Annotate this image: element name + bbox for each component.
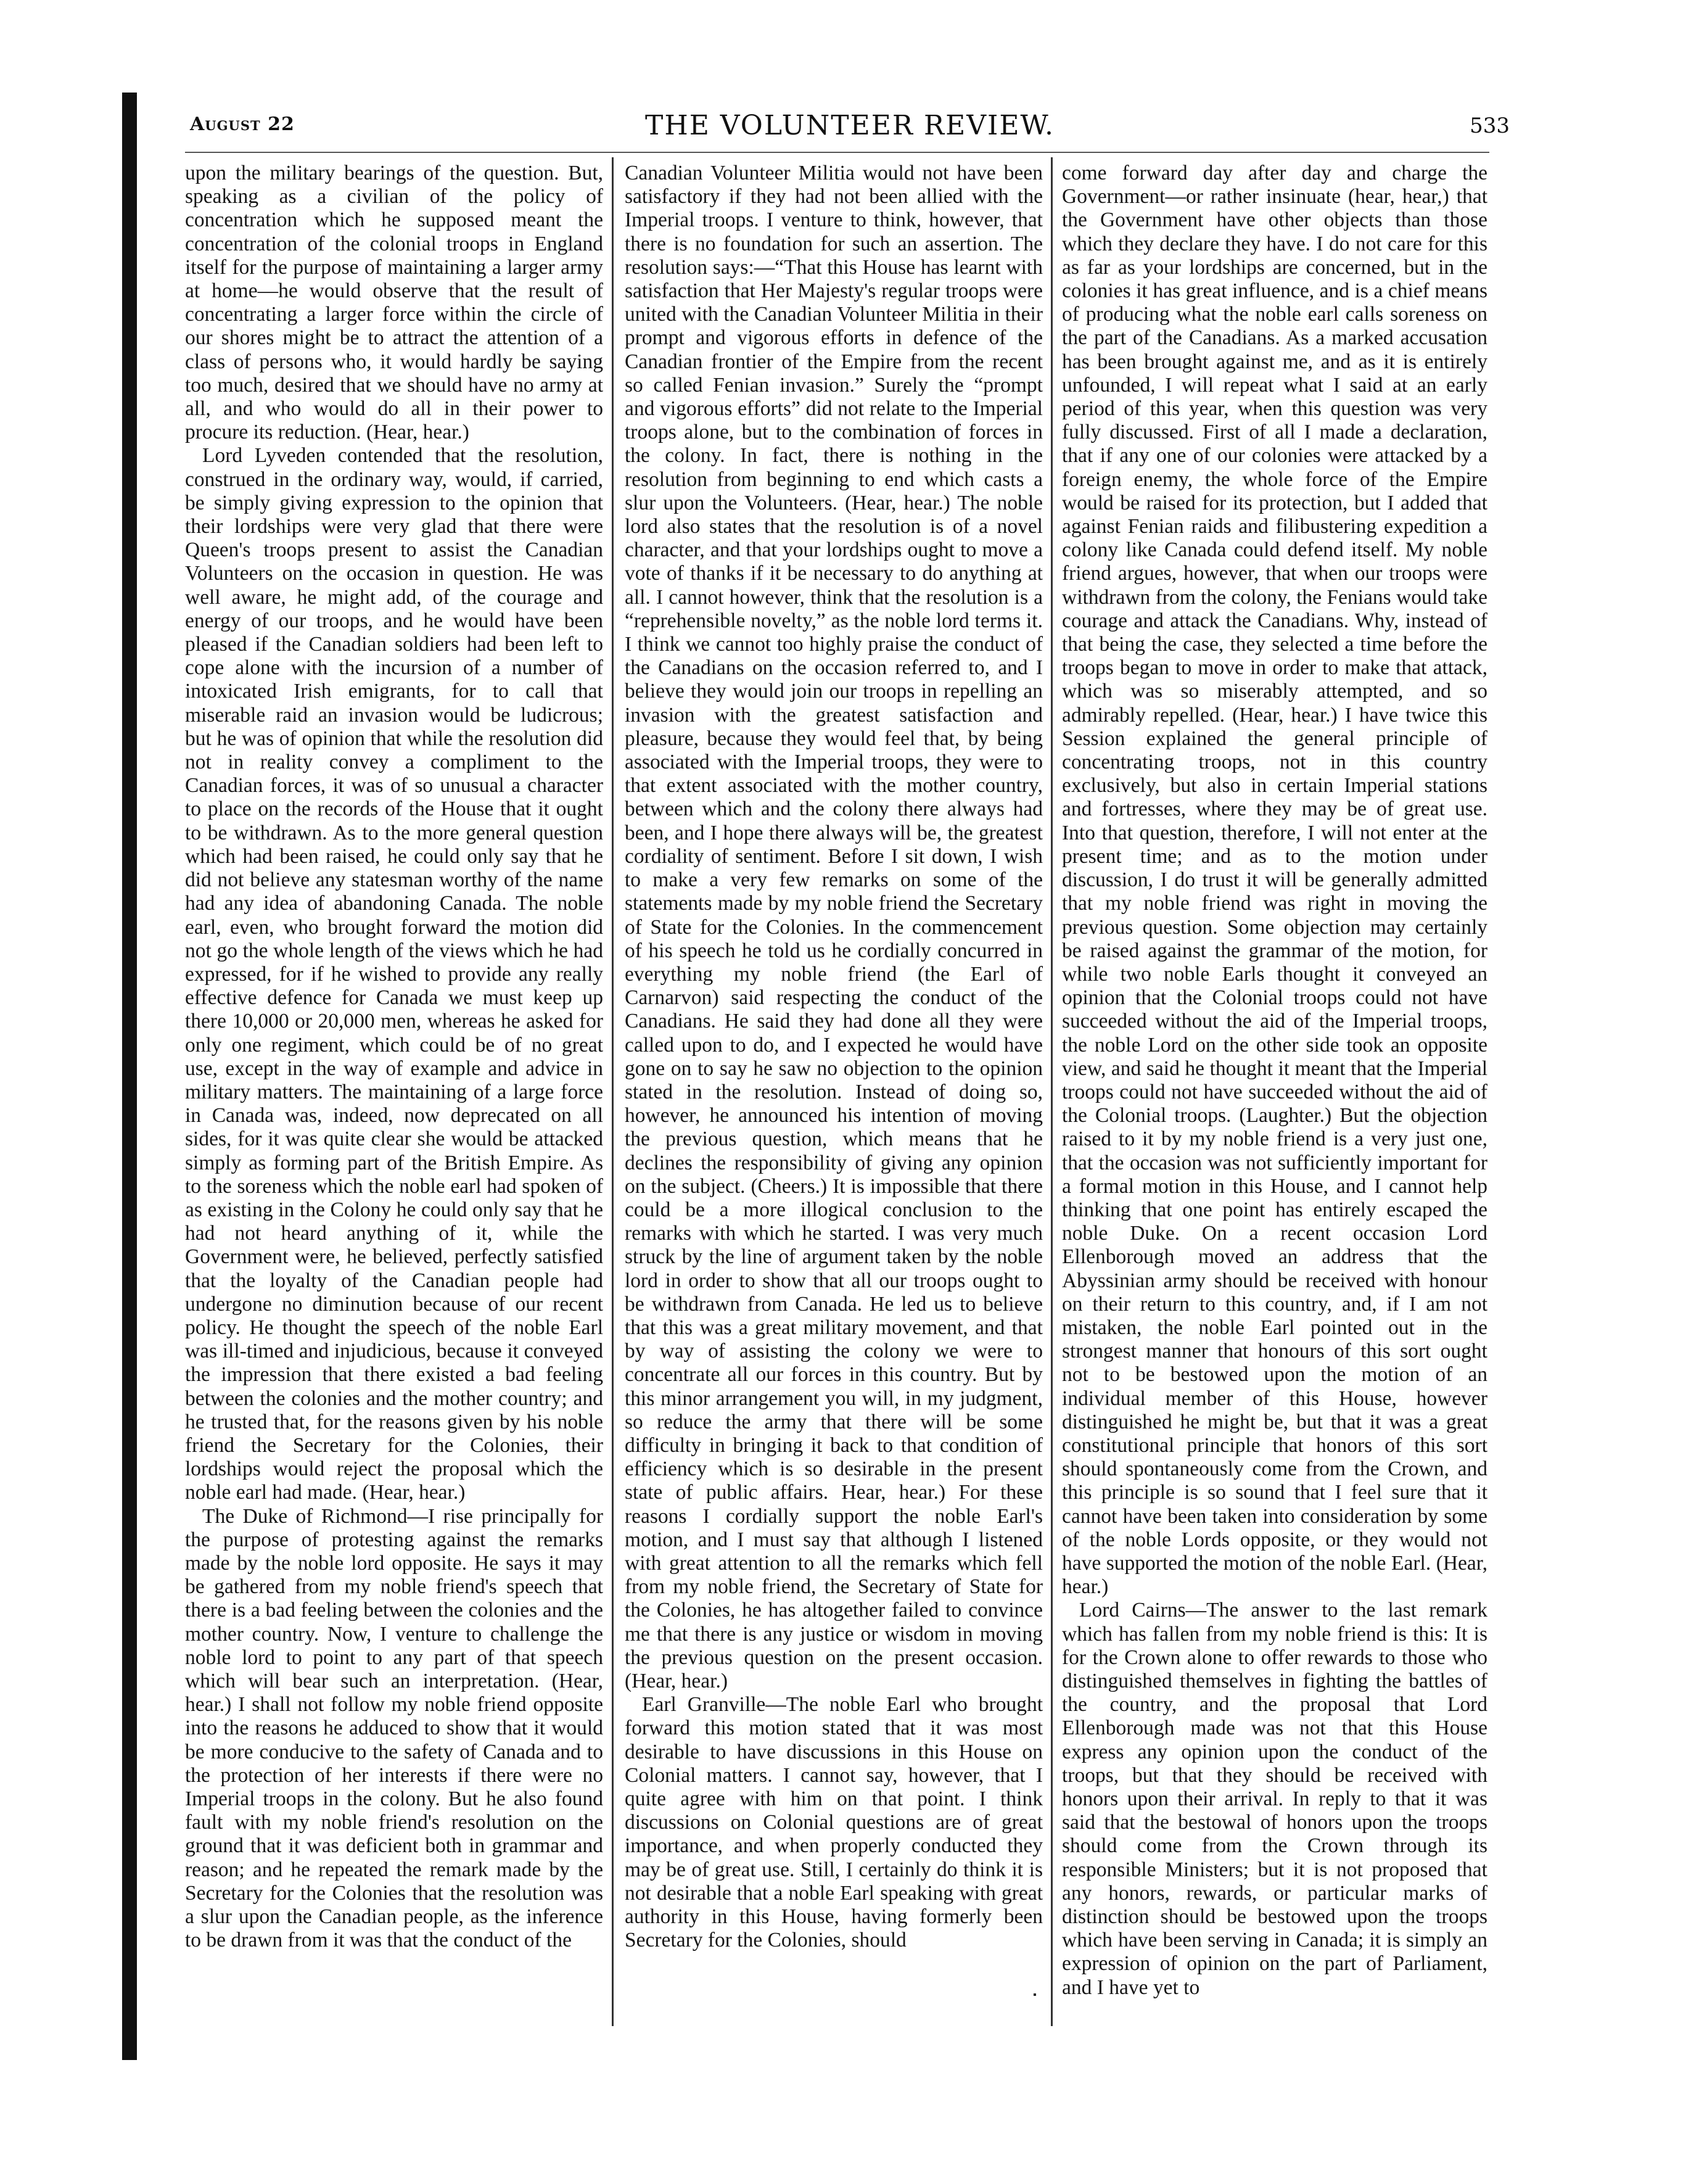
paragraph: Canadian Volunteer Militia would not have been satisfactory if they had not been allied with the Imperial troops. I venture to think, however, that there is no foundation for such an assertion. The resolution says:—“That this House has learnt with satisfaction that Her Majesty's regular troops were united with the Canadian Volunteer Militia in their prompt and vigorous efforts in defence of the Canadian frontier of the Empire from the recent so called Fenian invasion.” Surely the “prompt and vigorous efforts” did not relate to the Imperial troops alone, but to the combination of forces in the colony. In fact, there is nothing in the resolution from beginning to end which casts a slur upon the Volunteers. (Hear, hear.) The noble lord also states that the resolution is of a novel character, and that your lordships ought to move a vote of thanks if it be necessary to do anything at all. I cannot however, think that the resolution is a “reprehensible novelty,” as the noble lord terms it. I think we cannot too highly praise the conduct of the Canadians on the occasion referred to, and I believe they would join our troops in repelling an invasion with the greatest satisfaction and pleasure, because they would feel that, by being associated with the Imperial troops, they were to that extent associated with the mother country, between which and the colony there always had been, and I hope there always will be, the greatest cordiality of sentiment. Before I sit down, I wish to make a very few remarks on some of the statements made by my noble friend the Secretary of State for the Colonies. In the commencement of his speech he told us he cordially concurred in everything my noble friend (the Earl of Carnarvon) said respecting the conduct of the Canadians. He said they had done all they were called upon to do, and I expected he would have gone on to say he saw no objection to the opinion stated in the resolution. Instead of doing so, however, he announced his intention of moving the previous question, which means that he declines the responsibility of giving any opinion on the subject. (Cheers.) It is impossible that there could be a more illogical conclusion to the remarks with which he started. I was very much struck by the line of argument taken by the noble lord in order to show that all our troops ought to be withdrawn from Canada. He led us to believe that this was a great military movement, and that by way of assisting the colony we were to concentrate all our forces in this country. But by this minor arrangement you will, in my judgment, so reduce the army that there will be some difficulty in bringing it back to that condition of efficiency which is so desirable in the present state of public affairs. Hear, hear.) For these reasons I cordially support the noble Earl's motion, and I must say that although I listened with great attention to all the remarks which fell from my noble friend, the Secretary of State for the Colonies, he has altogether failed to convince me that there is any justice or wisdom in moving the previous question on the present occasion. (Hear, hear.) xyxy=(625,162,1043,1692)
paragraph: Lord Lyveden contended that the resolution, construed in the ordinary way, would, if carried, be simply giving expression to the opinion that their lordships were very glad that there were Queen's troops present to assist the Canadian Volunteers on the occasion in question. He was well aware, he might add, of the courage and energy of our troops, and he would have been pleased if the Canadian soldiers had been left to cope alone with the incursion of a number of intoxicated Irish emigrants, for to call that miserable raid an invasion would be ludicrous; but he was of opinion that while the resolution did not in reality convey a compliment to the Canadian forces, it was of so unusual a character to place on the records of the House that it ought to be withdrawn. As to the more general question which had been raised, he could only say that he did not believe any statesman worthy of the name had any idea of abandoning Canada. The noble earl, even, who brought forward the motion did not go the whole length of the views which he had expressed, for if he wished to provide any really effective defence for Canada we must keep up there 10,000 or 20,000 men, whereas he asked for only one regiment, which could be of no great use, except in the way of example and advice in military matters. The maintaining of a large force in Canada was, indeed, now deprecated on all sides, for it was quite clear she would be attacked simply as forming part of the British Empire. As to the soreness which the noble earl had spoken of as existing in the Colony he could only say that he had not heard anything of it, while the Government were, he believed, perfectly satisfied that the loyalty of the Canadian people had undergone no diminution because of our recent policy. He thought the speech of the noble Earl was ill-timed and injudicious, because it conveyed the impression that there existed a bad feeling between the colonies and the mother country; and he trusted that, for the reasons given by his noble friend the Secretary for the Colonies, their lordships would reject the proposal which the noble earl had made. (Hear, hear.) xyxy=(185,444,603,1504)
paragraph: upon the military bearings of the question. But, speaking as a civilian of the policy of concentration which he supposed meant the concentration of the colonial troops in England itself for the purpose of maintaining a larger army at home—he would observe that the result of concentrating a larger force within the circle of our shores might be to attract the attention of a class of persons who, it would hardly be saying too much, desired that we should have no army at all, and who would do all in their power to procure its reduction. (Hear, hear.) xyxy=(185,162,603,444)
print-speck xyxy=(1034,1993,1036,1996)
paragraph: come forward day after day and charge the Government—or rather insinuate (hear, hear,) that the Government have other objects than those which they declare they have. I do not care for this as far as your lordships are concerned, but in the colonies it has great influence, and is a chief means of producing what the noble earl calls soreness on the part of the Canadians. As a marked accusation has been brought against me, and as it is entirely unfounded, I will repeat what I said at an early period of this year, when this question was very fully discussed. First of all I made a declaration, that if any one of our colonies were attacked by a foreign enemy, the whole force of the Empire would be raised for its protection, but I added that against Fenian raids and filibustering expedition a colony like Canada could defend itself. My noble friend argues, however, that when our troops were withdrawn from the colony, the Fenians would take courage and attack the Canadians. Why, instead of that being the case, they selected a time before the troops began to move in order to make that attack, which was so miserably attempted, and so admirably repelled. (Hear, hear.) I have twice this Session explained the general principle of concentrating troops, not in this country exclusively, but also in certain Imperial stations and fortresses, where they may be of great use. Into that question, therefore, I will not enter at the present time; and as to the motion under discussion, I do trust it will be generally admitted that my noble friend was right in moving the previous question. Some objection may certainly be raised against the grammar of the motion, for while two noble Earls thought it conveyed an opinion that the Colonial troops could not have succeeded without the aid of the Imperial troops, the noble Lord on the other side took an opposite view, and said he thought it meant that the Imperial troops could not have succeeded without the aid of the Colonial troops. (Laughter.) But the objection raised to it by my noble friend is a very just one, that the occasion was not sufficiently important for a formal motion in this House, and I cannot help thinking that one point has entirely escaped the noble Duke. On a recent occasion Lord Ellenborough moved an address that the Abyssinian army should be received with honour on their return to this country, and, if I am not mistaken, the noble Earl pointed out in the strongest manner that honours of this sort ought not to be bestowed upon the motion of an individual member of this House, however distinguished he might be, but that it was a great constitutional principle that honors of this sort should spontaneously come from the Crown, and this principle is so sound that I feel sure that it cannot have been taken into consideration by some of the noble Lords opposite, or they would not have supported the motion of the noble Earl. (Hear, hear.) xyxy=(1062,162,1487,1599)
binding-edge xyxy=(122,93,137,2060)
page-header xyxy=(190,110,1510,150)
header-rule xyxy=(185,152,1489,153)
paragraph: Lord Cairns—The answer to the last remark which has fallen from my noble friend is this: It is for the Crown alone to offer rewards to those who distinguished themselves in fighting the battles of the country, and the proposal that Lord Ellenborough made was not that this House express any opinion upon the conduct of the troops, but that they should be received with honors upon their arrival. In reply to that it was said that the bestowal of honors upon the troops should come from the Crown through its responsible Ministers; but it is not proposed that any honors, rewards, or particular marks of distinction should be bestowed upon the troops which have been serving in Canada; it is simply an expression of opinion on the part of Parliament, and I have yet to xyxy=(1062,1599,1487,1999)
paragraph: The Duke of Richmond—I rise principally for the purpose of protesting against the remarks made by the noble lord opposite. He says it may be gathered from my noble friend's speech that there is a bad feeling between the colonies and the mother country. Now, I venture to challenge the noble lord to point to any part of that speech which will bear such an interpretation. (Hear, hear.) I shall not follow my noble friend opposite into the reasons he adduced to show that it would be more conducive to the safety of Canada and to the protection of her interests if there were no Imperial troops in the colony. But he also found fault with my noble friend's resolution on the ground that it was deficient both in grammar and reason; and he repeated the remark made by the Secretary for the Colonies that the resolution was a slur upon the Canadian people, as the inference to be drawn from it was that the conduct of the xyxy=(185,1504,603,1952)
header-title: THE VOLUNTEER REVIEW. xyxy=(644,110,1055,141)
header-date: August 22 xyxy=(190,113,295,135)
column-rule xyxy=(1051,157,1053,2026)
header-page-number: 533 xyxy=(1470,113,1510,138)
column-3 xyxy=(1062,162,1487,2030)
column-rule xyxy=(612,157,614,2026)
column-2 xyxy=(625,162,1043,2030)
paragraph: Earl Granville—The noble Earl who brought forward this motion stated that it was most desirable to have discussions in this House on Colonial matters. I cannot say, however, that I quite agree with him on that point. I think discussions on Colonial questions are of great importance, and when properly conducted they may be of great use. Still, I certainly do think it is not desirable that a noble Earl speaking with great authority in this House, having formerly been Secretary for the Colonies, should xyxy=(625,1693,1043,1952)
column-1 xyxy=(185,162,603,2030)
